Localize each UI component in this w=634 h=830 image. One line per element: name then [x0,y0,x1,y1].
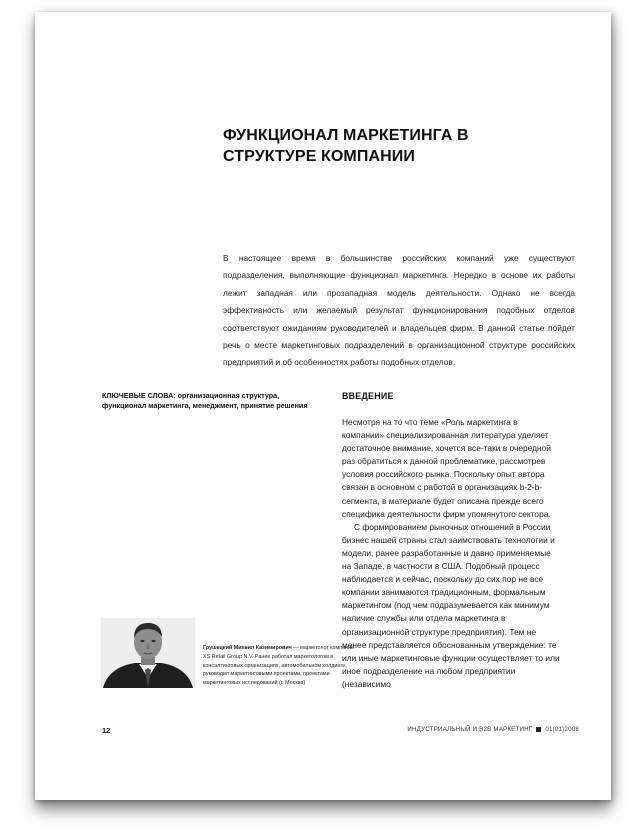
body-paragraph: С формированием рыночных отношений в России бизнес нашей страны стал заимствовать технологии и модели, ранее разработанные и давно применяемые на Западе, в частности в США. Подобный процесс наблюдается и сейчас, поскольку до сих пор не все компании занимаются традиционным, формальным маркетингом (под чем подразумевается как минимум наличие службы или отдела маркетинга в организационной структуре предприятия). Тем не менее представляется обоснованным утверждение: те или иные маркетинговые функции осуществляет то или иное подразделение на любом предприятии (независимо [342,521,560,689]
magazine-name: ИНДУСТРИАЛЬНЫЙ И B2B МАРКЕТИНГ [407,726,533,733]
author-name: Грушецкий Михаил Казимирович [203,645,292,651]
article-title: ФУНКЦИОНАЛ МАРКЕТИНГА В СТРУКТУРЕ КОМПАНИИ [223,127,469,165]
keywords-label: КЛЮЧЕВЫЕ СЛОВА: [102,391,176,400]
author-bio [203,644,357,688]
issue-number: 01(01)2008 [545,726,579,733]
keywords-block [102,391,317,411]
author-portrait-icon [101,618,195,688]
article-lead: В настоящее время в большинстве российских компаний уже существуют подразделения, выполняющие функционал маркетинга. Нередко в основе их работы лежит западная или прозападная модель деятельности. Однако не всегда эффективность или желаемый результат функционирования подобных отделов соответствуют ожиданиям руководителей и владельцев фирм. В данной статье пойдет речь о месте маркетинговых подразделений в организационной структуре российских предприятий и об особенностях работы подобных отделов. [223,253,575,368]
square-bullet-icon [536,727,541,732]
section-heading: ВВЕДЕНИЕ [342,391,394,401]
magazine-page [35,12,611,800]
author-photo [101,618,195,688]
keywords-text: организационная структура, функционал маркетинга, менеджмент, принятие решения [102,391,308,410]
author-description: — маркетолог компании XS Retail Group N.V. Ранее работал маркетологом в консалтинговых организациях, автомобильном холдинге, руководил маркетинговыми проектами, проектами маркетинговых исследований (г. Москва) [203,645,355,687]
page-number: 12 [102,726,111,735]
body-paragraph: Несмотря на то что теме «Роль маркетинга в компании» специализированная литература уделяет достаточное внимание, хочется все-таки в очередной раз обратиться к данной проблематике, рассмотрев условия российского рынка. Поскольку опыт автора связан в основном с работой в организациях b-2-b-сегмента, в материале будет описана прежде всего специфика деятельности фирм упомянутого сектора. [342,417,551,519]
footer-magazine [407,726,579,733]
article-body [342,416,560,691]
